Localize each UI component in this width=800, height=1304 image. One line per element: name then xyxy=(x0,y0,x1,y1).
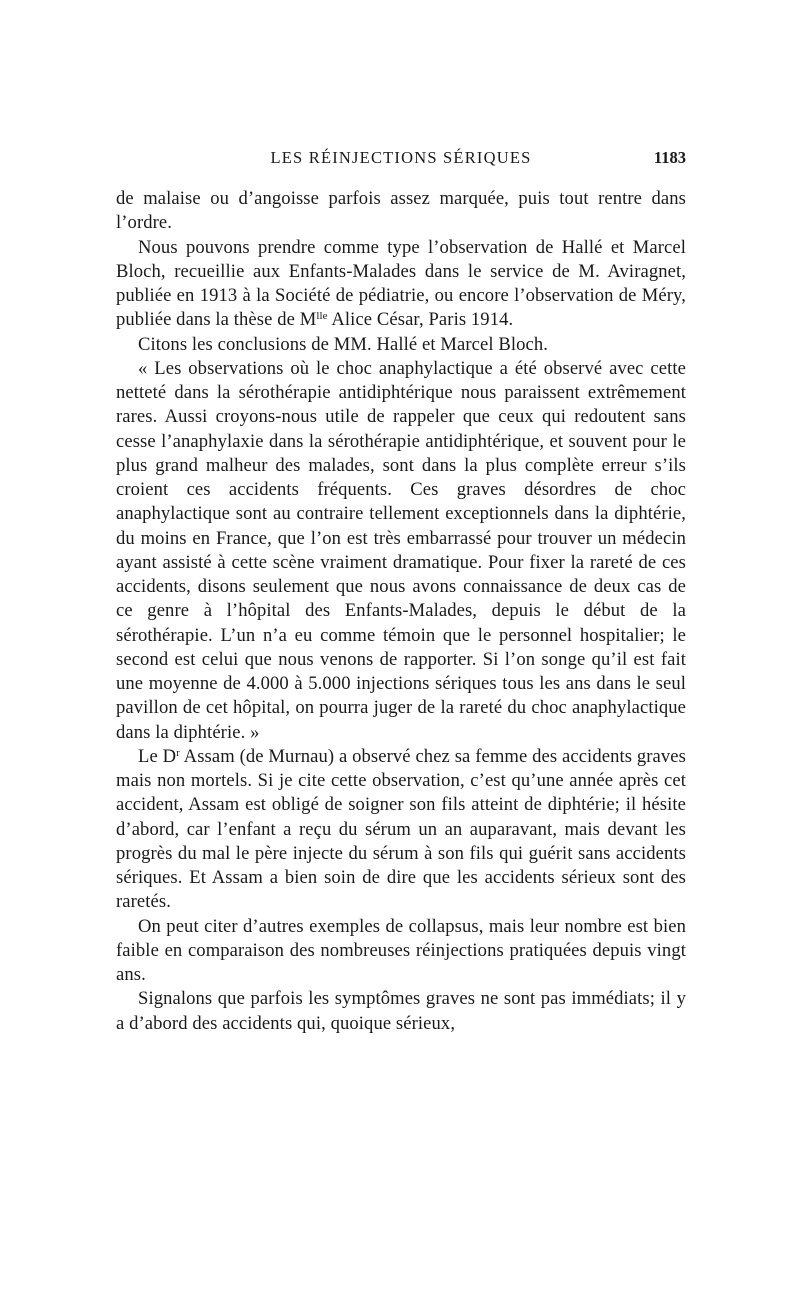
paragraph-assam-case xyxy=(116,745,686,915)
paragraph-text: Alice César, Paris 1914. xyxy=(327,309,514,331)
running-title: LES RÉINJECTIONS SÉRIQUES xyxy=(270,148,532,167)
superscript-abbreviation: lle xyxy=(316,310,328,323)
paragraph-observation-type xyxy=(116,236,686,333)
paragraph-citation-intro: Citons les conclusions de MM. Hallé et Marcel Bloch. xyxy=(138,333,549,355)
running-head xyxy=(116,146,686,172)
paragraph-quotation: « Les observations où le choc anaphylactique a été observé avec cette netteté dans la sérothérapie antidiphtérique nous paraissent extrêmement rares. Aussi croyons-nous utile de rappeler que ceux qui redoutent sans cesse l’anaphylaxie dans la sérothérapie antidiphtérique, et souvent pour le plus grand malheur des malades, sont dans la plus complète erreur s’ils croient ces accidents fréquents. Ces graves désordres de choc anaphylactique sont au contraire tellement exceptionnels dans la diphtérie, du moins en France, que l’on est très embarrassé pour trouver un médecin ayant assisté à cette scène vraiment dramatique. Pour fixer la rareté de ces accidents, disons seulement que nous avons connaissance de deux cas de ce genre à l’hôpital des Enfants-Malades, depuis le début de la sérothérapie. L’un n’a eu comme témoin que le personnel hospitalier; le second est celui que nous venons de rapporter. Si l’on songe qu’il est fait une moyenne de 4.000 à 5.000 injections sériques tous les ans dans le seul pavillon de cet hôpital, on pourra juger de la rareté du choc anaphylactique dans la diphtérie. » xyxy=(116,357,686,743)
body-text xyxy=(116,187,686,1036)
paragraph-collapsus: On peut citer d’autres exemples de collapsus, mais leur nombre est bien faible en comparaison des nombreuses réinjections pratiquées depuis vingt ans. xyxy=(116,915,686,985)
paragraph-text: Assam (de Murnau) a observé chez sa femme des accidents graves mais non mortels. Si je cite cette observation, c’est qu’une année après cet accident, Assam est obligé de soigner son fils atteint de diphtérie; il hésite d’abord, car l’enfant a reçu du sérum un an auparavant, mais devant les progrès du mal le père injecte du sérum à son fils qui guérit sans accidents sériques. Et Assam a bien soin de dire que les accidents sérieux sont des raretés. xyxy=(116,745,686,913)
superscript-abbreviation: r xyxy=(176,746,180,759)
paragraph-continuation: de malaise ou d’angoisse parfois assez marquée, puis tout rentre dans l’ordre. xyxy=(116,188,686,234)
page-number: 1183 xyxy=(653,148,686,167)
paragraph-text: Nous pouvons prendre comme type l’observation de Hallé et Marcel Bloch, recueillie aux Enfants-Malades dans le service de M. Aviragnet, publiée en 1913 à la Société de pédiatrie, ou encore l’observation de Méry, publiée dans la thèse de M xyxy=(116,236,686,331)
paragraph-delayed-symptoms: Signalons que parfois les symptômes graves ne sont pas immédiats; il y a d’abord des accidents qui, quoique sérieux, xyxy=(116,988,686,1034)
paragraph-text: Le D xyxy=(138,745,177,767)
